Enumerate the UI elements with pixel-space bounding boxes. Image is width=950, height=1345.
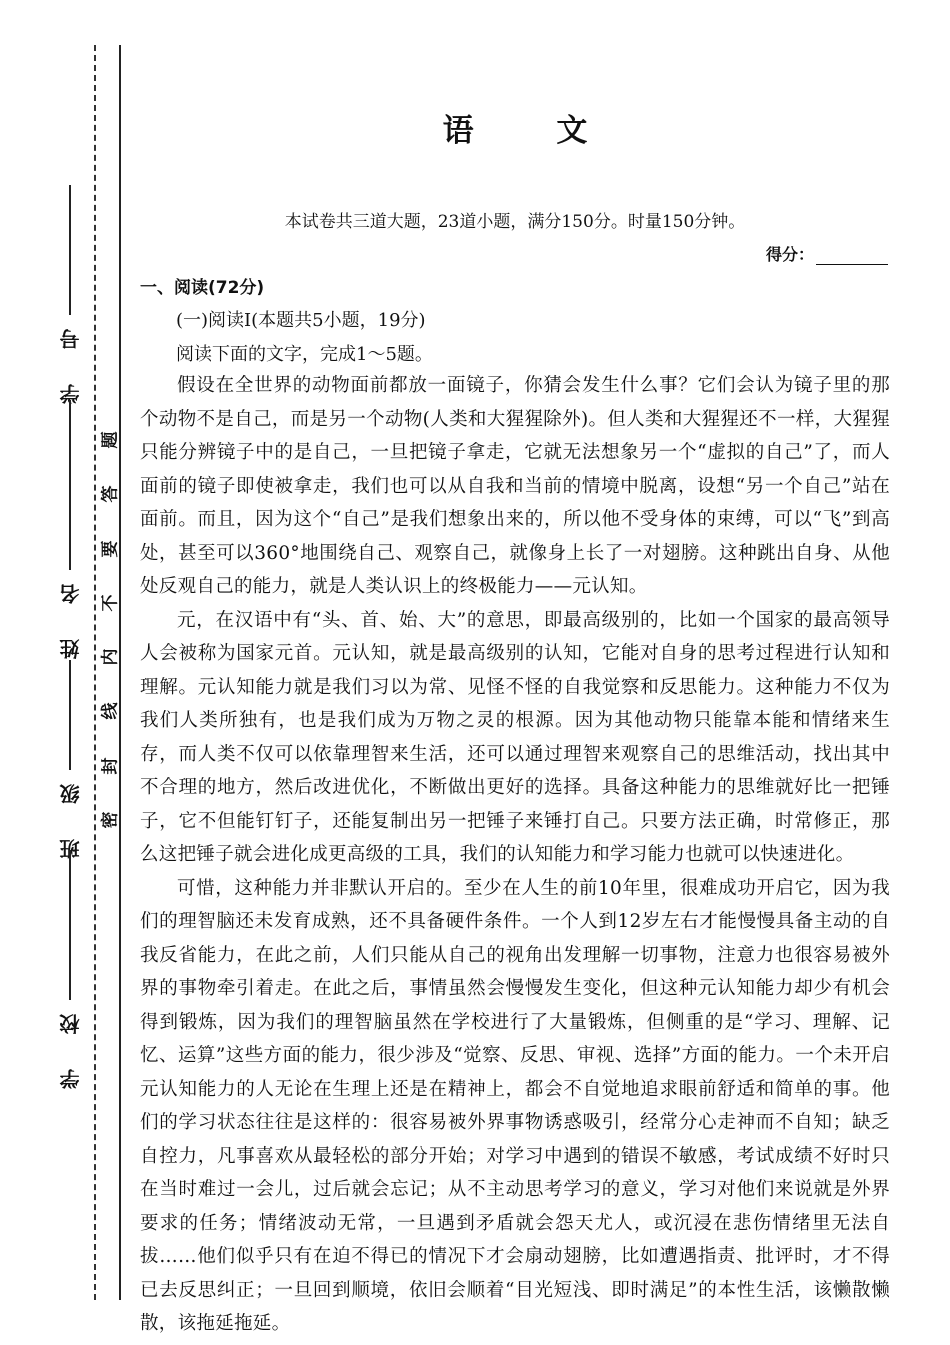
name-field[interactable] (50, 400, 90, 659)
paragraph: 可惜，这种能力并非默认开启的。至少在人生的前10年里，很难成功开启它，因为我们的理智脑还未发育成熟，还不具备硬件条件。一个人到12岁左右才能慢慢具备主动的自我反省能力，在此之前，人们只能从自己的视角出发理解一切事物，注意力也很容易被外界的事物牵引着走。在此之后，事情虽然会慢慢发生变化，但这种元认知能力却少有机会得到锻炼，因为我们的理智脑虽然在学校进行了大量锻炼，但侧重的是“学习、理解、记忆、运算”这些方面的能力，很少涉及“觉察、反思、审视、选择”方面的能力。一个未开启元认知能力的人无论在生理上还是在精神上，都会不自觉地追求眼前舒适和简单的事。他们的学习状态往往是这样的：很容易被外界事物诱惑吸引，经常分心走神而不自知；缺乏自控力，凡事喜欢从最轻松的部分开始；对学习中遇到的错误不敏感，考试成绩不好时只在当时难过一会儿，过后就会忘记；从不主动思考学习的意义，学习对他们来说就是外界要求的任务；情绪波动无常，一旦遇到矛盾就会怨天尤人，或沉浸在悲伤情绪里无法自拔……他们似乎只有在迫不得已的情况下才会扇动翅膀，比如遭遇指责、批评时，才不得已去反思纠正；一旦回到顺境，依旧会顺着“目光短浅、即时满足”的本性生活，该懒散懒散，该拖延拖延。 (140, 877, 890, 1334)
paragraph: 假设在全世界的动物面前都放一面镜子，你猜会发生什么事？它们会认为镜子里的那个动物不是自己，而是另一个动物(人类和大猩猩除外)。但人类和大猩猩还不一样，大猩猩只能分辨镜子中的是自己，一旦把镜子拿走，它就无法想象另一个“虚拟的自己”了，而人面前的镜子即使被拿走，我们也可以从自我和当前的情境中脱离，设想“另一个自己”站在面前。而且，因为这个“自己”是我们想象出来的，所以他不受身体的束缚，可以“飞”到高处，甚至可以360°地围绕自己、观察自己，就像身上长了一对翅膀。这种跳出自身、从他处反观自己的能力，就是人类认识上的终极能力——元认知。 (140, 375, 890, 597)
student-id-blank[interactable] (69, 185, 71, 315)
seal-char: 要 (100, 540, 120, 558)
reading-passage (140, 369, 890, 1334)
paragraph: 元，在汉语中有“头、首、始、大”的意思，即最高级别的，比如一个国家的最高领导人会被称为国家元首。元认知，就是最高级别的认知，它能对自身的思考过程进行认知和理解。元认知能力就是我们习以为常、见怪不怪的自我觉察和反思能力。这种能力不仅为我们人类所独有，也是我们成为万物之灵的根源。因为其他动物只能靠本能和情绪来生存，而人类不仅可以依靠理智来生活，还可以通过理智来观察自己的思维活动，找出其中不合理的地方，然后改进优化，不断做出更好的选择。具备这种能力的思维就好比一把锤子，它不但能钉钉子，还能复制出另一把锤子来锤打自己。只要方法正确，时常修正，那么这把锤子就会进化成更高级的工具，我们的认知能力和学习能力也就可以快速进化。 (140, 609, 890, 865)
class-field[interactable] (50, 660, 90, 859)
reading-instruction: 阅读下面的文字，完成1～5题。 (176, 344, 433, 365)
page-title: 语 文 (442, 113, 624, 149)
class-label: 班 级 (58, 770, 83, 859)
class-blank[interactable] (69, 660, 71, 770)
school-label: 学 校 (58, 1000, 83, 1089)
name-blank[interactable] (69, 400, 71, 570)
score-label: 得分： (765, 245, 814, 264)
binding-margin (0, 0, 140, 1345)
cut-dashed-line (94, 45, 96, 1300)
seal-char: 题 (100, 431, 120, 449)
seal-char: 不 (100, 594, 120, 612)
seal-char: 密 (100, 811, 120, 829)
seal-char: 内 (100, 648, 120, 666)
seal-notice (98, 430, 122, 830)
seal-char: 答 (100, 485, 120, 503)
exam-intro: 本试卷共三道大题，23道小题，满分150分。时量150分钟。 (284, 212, 746, 232)
score-blank[interactable] (816, 246, 888, 265)
seal-char: 线 (100, 702, 120, 720)
section-heading: 一、阅读(72分) (140, 278, 265, 298)
school-field[interactable] (50, 850, 90, 1089)
sub-heading: (一)阅读Ⅰ(本题共5小题，19分) (176, 310, 426, 331)
seal-char: 封 (100, 757, 120, 775)
student-id-field[interactable] (50, 185, 90, 404)
score-box[interactable] (766, 242, 888, 265)
student-id-label: 学 号 (58, 315, 83, 404)
school-blank[interactable] (69, 850, 71, 1000)
name-label: 姓 名 (58, 570, 83, 659)
